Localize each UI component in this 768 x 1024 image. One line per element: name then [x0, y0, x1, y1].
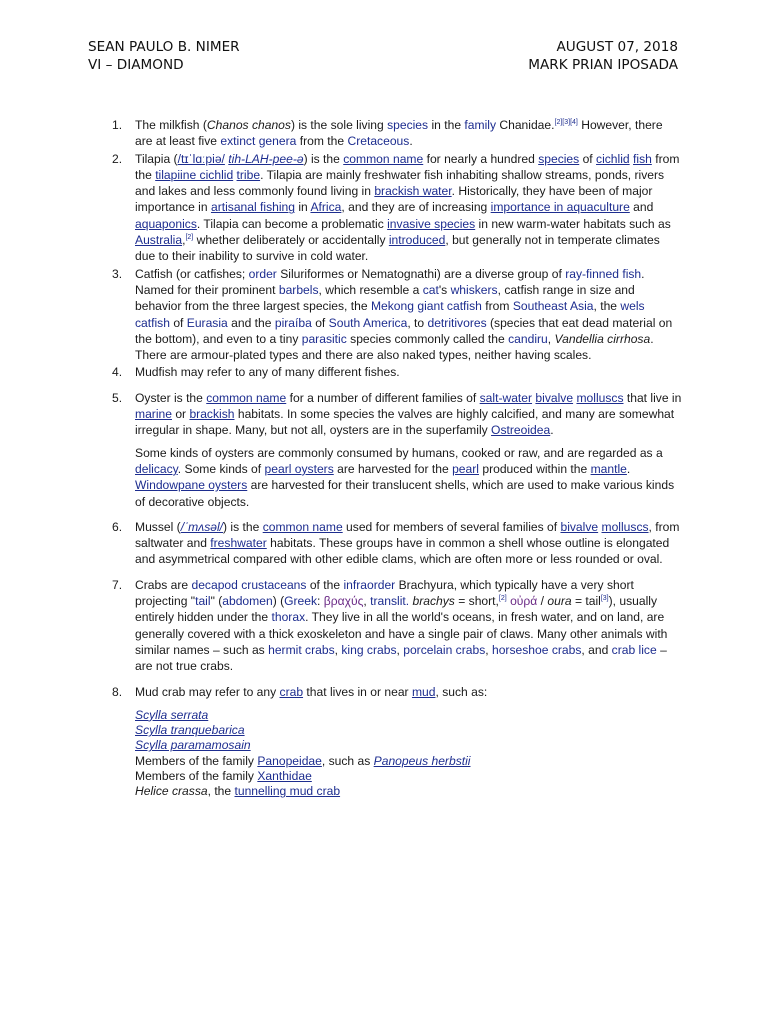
- student-name: SEAN PAULO B. NIMER: [88, 39, 240, 55]
- mud-crab-paragraph: Mud crab may refer to any crab that lives in or near mud, such as:: [135, 684, 488, 699]
- list-item: [135, 708, 682, 723]
- link-tribe[interactable]: tribe: [236, 167, 261, 182]
- link-crab-lice[interactable]: crab lice: [611, 642, 657, 657]
- item-number: 5.: [112, 390, 123, 405]
- mud-crab-sublist: [135, 708, 682, 800]
- link-mekong-giant-catfish[interactable]: Mekong giant catfish: [370, 299, 482, 314]
- link-ostreoidea[interactable]: Ostreoidea: [491, 423, 551, 438]
- item-number: 1.: [112, 118, 123, 132]
- link-freshwater[interactable]: freshwater: [210, 536, 267, 551]
- link-species[interactable]: species: [538, 151, 580, 166]
- link-south-america[interactable]: South America: [328, 315, 408, 330]
- document-date: AUGUST 07, 2018: [556, 39, 678, 55]
- link-ray-finned-fish[interactable]: ray-finned fish: [565, 266, 642, 281]
- link-genera[interactable]: genera: [258, 134, 297, 149]
- link-scylla-tranquebarica[interactable]: Scylla tranquebarica: [135, 723, 245, 738]
- link-porcelain-crabs[interactable]: porcelain crabs: [403, 642, 486, 657]
- link-order[interactable]: order: [248, 266, 277, 281]
- link-panopeidae[interactable]: Panopeidae: [257, 753, 322, 768]
- document-header: [88, 38, 678, 74]
- oyster-paragraph-2: Some kinds of oysters are commonly consumed by humans, cooked or raw, and are regarded as a delicacy. Some kinds of pearl oysters are harvested for the pearl produced within the mantle. Windowpane oysters are harvested for their translucent shells, which are used to make various kinds of decorative objects.: [135, 445, 675, 509]
- link-pronunciation[interactable]: tih-LAH-pee-ə: [228, 151, 304, 166]
- link-infraorder[interactable]: infraorder: [343, 577, 396, 592]
- link-fish[interactable]: fish: [633, 151, 652, 166]
- catfish-paragraph: Catfish (or catfishes; order Siluriformes or Nematognathi) are a diverse group of ray-finned fish. Named for their prominent barbels, which resemble a cat's whiskers, catfish range in size and behavior from the three largest species, the Mekong giant catfish from Southeast Asia, the wels catfish of Eurasia and the piraíba of South America, to detritivores (species that eat dead material on the bottom), and even to a tiny parasitic species commonly called the candiru, Vandellia cirrhosa. There are armour-plated types and there are also naked types, neither having scales.: [135, 266, 673, 363]
- link-bivalve[interactable]: bivalve: [560, 519, 599, 534]
- link-panopeus-herbstii[interactable]: Panopeus herbstii: [373, 753, 471, 768]
- link-common-name[interactable]: common name: [262, 519, 343, 534]
- link-pearl[interactable]: pearl: [452, 461, 479, 476]
- link-cichlid[interactable]: cichlid: [596, 151, 630, 166]
- link-greek-oura[interactable]: οὐρά: [510, 594, 538, 609]
- link-pearl-oysters[interactable]: pearl oysters: [264, 461, 334, 476]
- item-number: 4.: [112, 365, 123, 380]
- item-number: 8.: [112, 684, 123, 699]
- link-translit[interactable]: translit.: [370, 594, 410, 609]
- mussel-paragraph: Mussel (/ˈmʌsəl/) is the common name used for members of several families of bivalve molluscs, from saltwater and freshwater habitats. These groups have in common a shell whose outline is elongated and asymmetrical compared with other edible clams, which are often more or less rounded or oval.: [135, 519, 680, 567]
- tilapia-paragraph: Tilapia (/tɪˈlɑːpiə/ tih-LAH-pee-ə) is the common name for nearly a hundred species of cichlid fish from the tilapiine cichlid tribe. Tilapia are mainly freshwater fish inhabiting shallow streams, ponds, rivers and lakes and less commonly found living in brackish water. Historically, they have been of major importance in artisanal fishing in Africa, and they are of increasing importance in aquaculture and aquaponics. Tilapia can become a problematic invasive species in new warm-water habitats such as Australia,[2] whether deliberately or accidentally introduced, but generally not in temperate climates due to their inability to survive in cold water.: [135, 151, 680, 264]
- link-southeast-asia[interactable]: Southeast Asia: [512, 299, 594, 314]
- link-piraiba[interactable]: piraíba: [274, 315, 312, 330]
- link-ipa[interactable]: /ˈmʌsəl/: [180, 519, 224, 534]
- link-detritivores[interactable]: detritivores: [427, 315, 487, 330]
- link-greek[interactable]: Greek: [284, 594, 318, 609]
- citation[interactable]: [3]: [600, 595, 609, 603]
- citation[interactable]: [2]: [498, 595, 507, 603]
- link-delicacy[interactable]: delicacy: [135, 461, 178, 476]
- link-marine[interactable]: marine: [135, 407, 172, 422]
- link-australia[interactable]: Australia: [135, 233, 183, 248]
- link-mud[interactable]: mud: [411, 684, 436, 699]
- link-species[interactable]: species: [387, 118, 429, 132]
- list-item: Members of the family Panopeidae, such as Panopeus herbstii: [135, 753, 471, 768]
- link-family[interactable]: family: [464, 118, 496, 132]
- link-salt-water[interactable]: salt-water: [479, 390, 533, 405]
- list-item-tilapia: [112, 151, 682, 265]
- item-number: 6.: [112, 519, 123, 534]
- link-artisanal-fishing[interactable]: artisanal fishing: [210, 200, 295, 215]
- list-item-mud-crab: [112, 684, 682, 800]
- item-number: 2.: [112, 151, 123, 166]
- mudfish-paragraph: Mudfish may refer to any of many different fishes.: [135, 365, 400, 380]
- link-thorax[interactable]: thorax: [271, 610, 306, 625]
- list-item-milkfish: [112, 117, 682, 150]
- list-item-crabs: [112, 577, 682, 675]
- link-ipa[interactable]: /tɪˈlɑːpiə/: [177, 151, 225, 166]
- link-scylla-serrata[interactable]: Scylla serrata: [135, 707, 209, 722]
- link-decapod[interactable]: decapod: [191, 577, 238, 592]
- milkfish-paragraph: The milkfish (Chanos chanos) is the sole living species in the family Chanidae.[2][3][4] However, there are at least five extinct genera from the Cretaceous.: [135, 118, 663, 149]
- link-common-name[interactable]: common name: [343, 151, 424, 166]
- link-whiskers[interactable]: whiskers: [450, 282, 498, 297]
- list-item: Helice crassa, the tunnelling mud crab: [135, 784, 341, 799]
- link-cretaceous[interactable]: Cretaceous: [347, 134, 410, 149]
- link-introduced[interactable]: introduced: [388, 233, 446, 248]
- citation[interactable]: [2]: [185, 234, 194, 242]
- link-eurasia[interactable]: Eurasia: [186, 315, 228, 330]
- link-abdomen[interactable]: abdomen: [222, 594, 273, 609]
- link-barbels[interactable]: barbels: [278, 282, 319, 297]
- link-bivalve[interactable]: bivalve: [535, 390, 574, 405]
- link-invasive-species[interactable]: invasive species: [387, 216, 476, 231]
- link-candiru[interactable]: candiru: [508, 331, 548, 346]
- link-africa[interactable]: Africa: [310, 200, 342, 215]
- list-item: [135, 723, 682, 738]
- link-tilapiine-cichlid[interactable]: tilapiine cichlid: [155, 167, 234, 182]
- link-cat[interactable]: cat: [422, 282, 439, 297]
- item-number: 3.: [112, 266, 123, 281]
- link-parasitic[interactable]: parasitic: [301, 331, 347, 346]
- link-molluscs[interactable]: molluscs: [601, 519, 649, 534]
- link-king-crabs[interactable]: king crabs: [341, 642, 397, 657]
- link-scylla-paramamosain[interactable]: Scylla paramamosain: [135, 738, 251, 753]
- list-item-oyster: [112, 390, 682, 510]
- item-number: 7.: [112, 577, 123, 592]
- link-extinct[interactable]: extinct: [220, 134, 256, 149]
- link-tunnelling-mud-crab[interactable]: tunnelling mud crab: [234, 784, 341, 799]
- link-tail[interactable]: tail: [195, 594, 211, 609]
- list-item-mudfish: [112, 364, 682, 380]
- link-brackish-water[interactable]: brackish water: [374, 184, 452, 199]
- class-section: VI – DIAMOND: [88, 57, 184, 73]
- link-molluscs[interactable]: molluscs: [576, 390, 624, 405]
- link-greek-brachys[interactable]: βραχύς: [323, 594, 364, 609]
- list-item: [135, 738, 682, 753]
- citation[interactable]: [2][3][4]: [554, 119, 578, 126]
- link-hermit-crabs[interactable]: hermit crabs: [268, 642, 335, 657]
- link-brackish[interactable]: brackish: [189, 407, 235, 422]
- link-windowpane-oysters[interactable]: Windowpane oysters: [135, 478, 248, 493]
- link-aquaponics[interactable]: aquaponics: [135, 216, 197, 231]
- link-crab[interactable]: crab: [279, 684, 304, 699]
- link-wels-catfish[interactable]: wels catfish: [135, 299, 645, 330]
- list-item-catfish: [112, 266, 682, 364]
- link-importance-aquaculture[interactable]: importance in aquaculture: [490, 200, 630, 215]
- crabs-paragraph: Crabs are decapod crustaceans of the infraorder Brachyura, which typically have a very short projecting "tail" (abdomen) (Greek: βραχύς, translit. brachys = short,[2] οὐρά / oura = tail[3]), usually entirely hidden under the thorax. They live in all the world's oceans, in fresh water, and on land, are generally covered with a thick exoskeleton and have a single pair of claws. Many other animals with similar names – such as hermit crabs, king crabs, porcelain crabs, horseshoe crabs, and crab lice – are not true crabs.: [135, 577, 668, 674]
- link-common-name[interactable]: common name: [206, 390, 287, 405]
- numbered-list: [112, 117, 682, 801]
- oyster-paragraph: Oyster is the common name for a number of different families of salt-water bivalve molluscs that live in marine or brackish habitats. In some species the valves are highly calcified, and many are somewhat irregular in shape. Many, but not all, oysters are in the superfamily Ostreoidea.: [135, 390, 682, 438]
- teacher-name: MARK PRIAN IPOSADA: [528, 57, 678, 73]
- list-item: Members of the family Xanthidae: [135, 768, 312, 783]
- link-xanthidae[interactable]: Xanthidae: [257, 768, 312, 783]
- link-crustaceans[interactable]: crustaceans: [241, 577, 307, 592]
- link-horseshoe-crabs[interactable]: horseshoe crabs: [491, 642, 582, 657]
- list-item-mussel: [112, 519, 682, 568]
- link-mantle[interactable]: mantle: [590, 461, 627, 476]
